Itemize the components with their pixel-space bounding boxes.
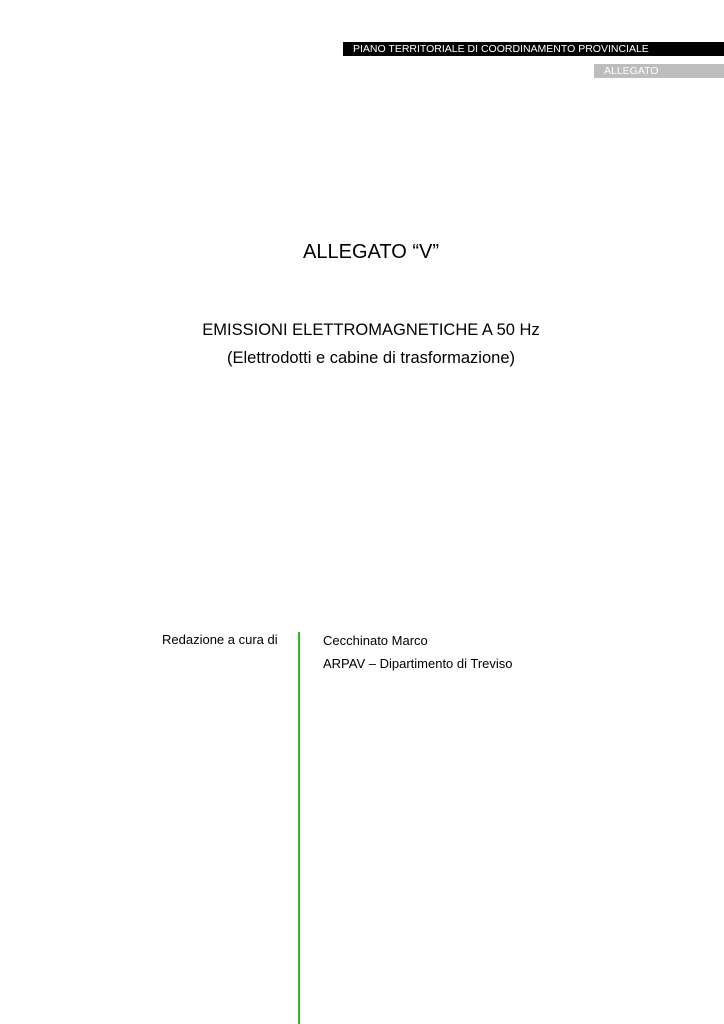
credits-divider (298, 632, 300, 1024)
cover-title: ALLEGATO “V” (303, 241, 439, 263)
cover-subtitle: EMISSIONI ELETTROMAGNETICHE A 50 Hz (202, 321, 540, 339)
section-text: ALLEGATO (604, 65, 659, 77)
credits-author: Cecchinato Marco (323, 633, 428, 648)
document-type-text: PIANO TERRITORIALE DI COORDINAMENTO PROVINCIALE (353, 43, 649, 55)
cover-subtitle-detail: (Elettrodotti e cabine di trasformazione) (227, 349, 515, 367)
document-type-banner (343, 42, 724, 56)
section-banner (594, 64, 724, 78)
credits-organization: ARPAV – Dipartimento di Treviso (323, 656, 513, 671)
credits-label: Redazione a cura di (162, 632, 278, 647)
